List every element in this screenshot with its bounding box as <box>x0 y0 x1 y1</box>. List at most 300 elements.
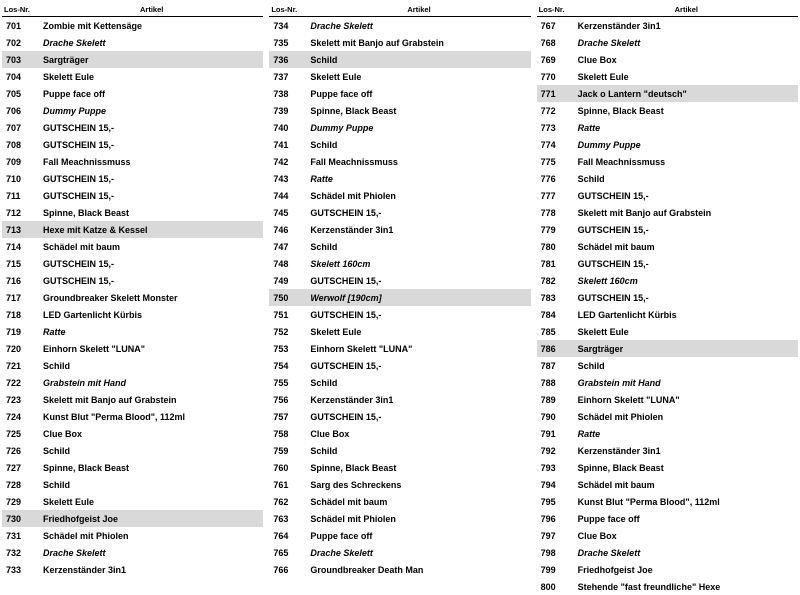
lot-number: 780 <box>537 238 575 255</box>
lot-article: Kerzenständer 3in1 <box>575 17 798 35</box>
lot-article: Spinne, Black Beast <box>575 459 798 476</box>
table-row <box>2 85 263 102</box>
lot-number: 785 <box>537 323 575 340</box>
table-row <box>537 85 798 102</box>
lot-article: GUTSCHEIN 15,- <box>40 187 263 204</box>
column-header-lot-number: Los-Nr. <box>537 4 575 17</box>
table-row <box>2 221 263 238</box>
lot-number: 777 <box>537 187 575 204</box>
lot-number: 729 <box>2 493 40 510</box>
table-row <box>269 391 530 408</box>
lot-number: 726 <box>2 442 40 459</box>
lot-article: Werwolf [190cm] <box>307 289 530 306</box>
lot-table-body-2 <box>269 17 530 595</box>
lot-article: GUTSCHEIN 15,- <box>575 187 798 204</box>
table-row <box>537 68 798 85</box>
lot-number: 800 <box>537 578 575 595</box>
lot-article: Kerzenständer 3in1 <box>307 391 530 408</box>
lot-number: 770 <box>537 68 575 85</box>
table-row <box>2 578 263 595</box>
table-row <box>269 408 530 425</box>
lot-number <box>269 578 307 595</box>
table-row <box>2 102 263 119</box>
table-row <box>537 170 798 187</box>
lot-article: Schild <box>40 476 263 493</box>
table-row <box>2 34 263 51</box>
lot-number: 728 <box>2 476 40 493</box>
table-row <box>537 459 798 476</box>
table-row <box>269 340 530 357</box>
lot-number: 789 <box>537 391 575 408</box>
table-row <box>537 204 798 221</box>
lot-number: 703 <box>2 51 40 68</box>
lot-number: 766 <box>269 561 307 578</box>
table-row <box>537 476 798 493</box>
lot-article: Hexe mit Katze & Kessel <box>40 221 263 238</box>
table-row <box>269 425 530 442</box>
lot-article: Skelett Eule <box>307 68 530 85</box>
lot-number: 704 <box>2 68 40 85</box>
lot-article: Schild <box>575 170 798 187</box>
table-row <box>269 544 530 561</box>
lot-article: GUTSCHEIN 15,- <box>575 289 798 306</box>
lot-article: Schädel mit baum <box>307 493 530 510</box>
lot-article: Schild <box>575 357 798 374</box>
lot-article: LED Gartenlicht Kürbis <box>575 306 798 323</box>
lot-article: Sargträger <box>40 51 263 68</box>
table-row <box>2 527 263 544</box>
table-row <box>537 357 798 374</box>
lot-article: GUTSCHEIN 15,- <box>40 170 263 187</box>
lot-number: 797 <box>537 527 575 544</box>
table-row <box>537 238 798 255</box>
lot-article: Skelett 160cm <box>575 272 798 289</box>
lot-number: 773 <box>537 119 575 136</box>
lot-number: 767 <box>537 17 575 35</box>
table-row <box>2 17 263 35</box>
lot-article: Schädel mit baum <box>40 238 263 255</box>
column-header-article: Artikel <box>307 4 530 17</box>
lot-number: 754 <box>269 357 307 374</box>
table-row <box>269 578 530 595</box>
lot-article: Drache Skelett <box>307 17 530 35</box>
lot-number: 762 <box>269 493 307 510</box>
lot-article: Schild <box>307 136 530 153</box>
lot-number: 721 <box>2 357 40 374</box>
lot-number: 708 <box>2 136 40 153</box>
lot-number: 709 <box>2 153 40 170</box>
table-row <box>269 17 530 35</box>
lot-number: 752 <box>269 323 307 340</box>
lot-table-3 <box>537 4 798 595</box>
lot-article: Schild <box>40 357 263 374</box>
table-row <box>537 527 798 544</box>
lot-number: 779 <box>537 221 575 238</box>
lot-article: Grabstein mit Hand <box>575 374 798 391</box>
lot-article: Skelett Eule <box>40 493 263 510</box>
lot-number: 724 <box>2 408 40 425</box>
lot-article: Ratte <box>40 323 263 340</box>
lot-number: 745 <box>269 204 307 221</box>
lot-article: LED Gartenlicht Kürbis <box>40 306 263 323</box>
lot-article <box>307 578 530 595</box>
lot-article: Kerzenständer 3in1 <box>575 442 798 459</box>
lot-number: 748 <box>269 255 307 272</box>
lot-number: 750 <box>269 289 307 306</box>
lot-article: Ratte <box>575 119 798 136</box>
column-header-lot-number: Los-Nr. <box>2 4 40 17</box>
lot-article: GUTSCHEIN 15,- <box>307 272 530 289</box>
table-row <box>537 153 798 170</box>
table-row <box>2 340 263 357</box>
lot-article: Spinne, Black Beast <box>40 204 263 221</box>
lot-article: Clue Box <box>575 51 798 68</box>
lot-article: Schädel mit Phiolen <box>40 527 263 544</box>
table-row <box>537 374 798 391</box>
lot-article: GUTSCHEIN 15,- <box>307 306 530 323</box>
lot-number: 759 <box>269 442 307 459</box>
table-row <box>269 170 530 187</box>
lot-table-2 <box>269 4 530 595</box>
table-row <box>537 17 798 35</box>
lot-column-1 <box>2 4 263 494</box>
lot-number: 723 <box>2 391 40 408</box>
lot-article: GUTSCHEIN 15,- <box>307 408 530 425</box>
lot-number: 731 <box>2 527 40 544</box>
lot-number: 725 <box>2 425 40 442</box>
lot-article: Dummy Puppe <box>40 102 263 119</box>
table-row <box>269 51 530 68</box>
lot-number: 772 <box>537 102 575 119</box>
lot-article: Schild <box>307 238 530 255</box>
table-row <box>2 187 263 204</box>
lot-article: Schädel mit Phiolen <box>575 408 798 425</box>
table-row <box>269 187 530 204</box>
lot-article: Puppe face off <box>575 510 798 527</box>
lot-number: 718 <box>2 306 40 323</box>
lot-article: Schild <box>40 442 263 459</box>
lot-number: 791 <box>537 425 575 442</box>
table-row <box>2 119 263 136</box>
lot-article: Schädel mit Phiolen <box>307 510 530 527</box>
table-row <box>537 187 798 204</box>
lot-number <box>2 578 40 595</box>
table-header-row <box>269 4 530 17</box>
lot-number: 744 <box>269 187 307 204</box>
table-row <box>2 255 263 272</box>
lot-number: 776 <box>537 170 575 187</box>
table-row <box>537 391 798 408</box>
lot-article: Skelett Eule <box>307 323 530 340</box>
table-row <box>269 561 530 578</box>
table-row <box>2 136 263 153</box>
lot-number: 760 <box>269 459 307 476</box>
lot-table-body-3 <box>537 17 798 595</box>
table-row <box>2 510 263 527</box>
table-header-row <box>537 4 798 17</box>
lot-number: 793 <box>537 459 575 476</box>
lot-article: GUTSCHEIN 15,- <box>307 357 530 374</box>
table-row <box>537 255 798 272</box>
lot-article: GUTSCHEIN 15,- <box>575 255 798 272</box>
lot-article: Schädel mit baum <box>575 238 798 255</box>
lot-number: 771 <box>537 85 575 102</box>
table-row <box>269 153 530 170</box>
lot-article: Clue Box <box>40 425 263 442</box>
lot-number: 765 <box>269 544 307 561</box>
lot-article: Dummy Puppe <box>307 119 530 136</box>
lot-article: Puppe face off <box>40 85 263 102</box>
lot-number: 714 <box>2 238 40 255</box>
lot-number: 711 <box>2 187 40 204</box>
lot-number: 735 <box>269 34 307 51</box>
lot-number: 761 <box>269 476 307 493</box>
lot-number: 753 <box>269 340 307 357</box>
lot-article: Schild <box>307 51 530 68</box>
lot-article: Spinne, Black Beast <box>575 102 798 119</box>
table-row <box>537 578 798 595</box>
lot-article: Zombie mit Kettensäge <box>40 17 263 35</box>
table-row <box>537 323 798 340</box>
lot-table-1 <box>2 4 263 595</box>
lot-article: Ratte <box>307 170 530 187</box>
table-row <box>269 136 530 153</box>
lot-number: 774 <box>537 136 575 153</box>
lot-article: Clue Box <box>307 425 530 442</box>
table-row <box>537 34 798 51</box>
lot-number: 778 <box>537 204 575 221</box>
lot-article: GUTSCHEIN 15,- <box>40 136 263 153</box>
table-row <box>2 544 263 561</box>
lot-number: 796 <box>537 510 575 527</box>
lot-table-body-1 <box>2 17 263 595</box>
lot-article: Skelett 160cm <box>307 255 530 272</box>
lot-number: 783 <box>537 289 575 306</box>
lot-number: 751 <box>269 306 307 323</box>
lot-number: 710 <box>2 170 40 187</box>
table-row <box>269 357 530 374</box>
lot-article: Fall Meachnissmuss <box>575 153 798 170</box>
lot-article: Schädel mit Phiolen <box>307 187 530 204</box>
lot-article: Groundbreaker Death Man <box>307 561 530 578</box>
lot-number: 790 <box>537 408 575 425</box>
lot-article: Fall Meachnissmuss <box>307 153 530 170</box>
lot-number: 798 <box>537 544 575 561</box>
lot-article: Dummy Puppe <box>575 136 798 153</box>
lot-article: Skelett mit Banjo auf Grabstein <box>307 34 530 51</box>
lot-number: 743 <box>269 170 307 187</box>
lot-number: 734 <box>269 17 307 35</box>
table-row <box>537 425 798 442</box>
lot-number: 715 <box>2 255 40 272</box>
lot-number: 719 <box>2 323 40 340</box>
lot-article: Kunst Blut "Perma Blood", 112ml <box>40 408 263 425</box>
lot-article: Puppe face off <box>307 527 530 544</box>
lot-article: Drache Skelett <box>575 34 798 51</box>
lot-number: 738 <box>269 85 307 102</box>
lot-number: 787 <box>537 357 575 374</box>
lot-article: Clue Box <box>575 527 798 544</box>
lot-number: 758 <box>269 425 307 442</box>
table-row <box>2 323 263 340</box>
lot-article: Sarg des Schreckens <box>307 476 530 493</box>
lot-number: 782 <box>537 272 575 289</box>
table-row <box>2 51 263 68</box>
lot-article: Einhorn Skelett "LUNA" <box>307 340 530 357</box>
lot-number: 730 <box>2 510 40 527</box>
table-row <box>2 374 263 391</box>
lot-number: 733 <box>2 561 40 578</box>
table-row <box>269 306 530 323</box>
lot-article: Kerzenständer 3in1 <box>307 221 530 238</box>
lot-article: Groundbreaker Skelett Monster <box>40 289 263 306</box>
lot-number: 775 <box>537 153 575 170</box>
lot-number: 740 <box>269 119 307 136</box>
lot-article: Friedhofgeist Joe <box>575 561 798 578</box>
lot-article: Skelett Eule <box>575 68 798 85</box>
lot-number: 749 <box>269 272 307 289</box>
table-row <box>2 153 263 170</box>
lot-article: Sargträger <box>575 340 798 357</box>
lot-article: Einhorn Skelett "LUNA" <box>40 340 263 357</box>
table-row <box>2 238 263 255</box>
lot-article: Spinne, Black Beast <box>307 102 530 119</box>
table-row <box>269 102 530 119</box>
lot-number: 792 <box>537 442 575 459</box>
table-row <box>269 119 530 136</box>
table-row <box>2 272 263 289</box>
table-row <box>269 510 530 527</box>
table-row <box>537 51 798 68</box>
lot-number: 712 <box>2 204 40 221</box>
lot-article: Skelett mit Banjo auf Grabstein <box>40 391 263 408</box>
lot-article: Kerzenständer 3in1 <box>40 561 263 578</box>
lot-article: Puppe face off <box>307 85 530 102</box>
table-row <box>537 272 798 289</box>
lot-article: Spinne, Black Beast <box>40 459 263 476</box>
table-row <box>537 442 798 459</box>
table-row <box>269 68 530 85</box>
lot-article: GUTSCHEIN 15,- <box>40 272 263 289</box>
table-row <box>269 527 530 544</box>
lot-number: 727 <box>2 459 40 476</box>
column-header-lot-number: Los-Nr. <box>269 4 307 17</box>
table-row <box>2 68 263 85</box>
lot-article: Drache Skelett <box>575 544 798 561</box>
lot-article: Schild <box>307 442 530 459</box>
lot-number: 799 <box>537 561 575 578</box>
lot-number: 757 <box>269 408 307 425</box>
table-row <box>537 510 798 527</box>
table-row <box>2 306 263 323</box>
table-row <box>2 459 263 476</box>
lot-number: 763 <box>269 510 307 527</box>
column-header-article: Artikel <box>575 4 798 17</box>
table-row <box>269 204 530 221</box>
lot-number: 717 <box>2 289 40 306</box>
lot-article: Stehende "fast freundliche" Hexe <box>575 578 798 595</box>
lot-number: 732 <box>2 544 40 561</box>
lot-article: Einhorn Skelett "LUNA" <box>575 391 798 408</box>
lot-number: 788 <box>537 374 575 391</box>
table-row <box>537 119 798 136</box>
lot-number: 764 <box>269 527 307 544</box>
table-row <box>269 442 530 459</box>
lot-number: 702 <box>2 34 40 51</box>
lot-article: Schild <box>307 374 530 391</box>
lot-number: 742 <box>269 153 307 170</box>
lot-article: GUTSCHEIN 15,- <box>575 221 798 238</box>
lot-number: 737 <box>269 68 307 85</box>
table-row <box>2 170 263 187</box>
lot-number: 781 <box>537 255 575 272</box>
table-row <box>2 357 263 374</box>
lot-number: 747 <box>269 238 307 255</box>
lot-article: Fall Meachnissmuss <box>40 153 263 170</box>
lot-article: Drache Skelett <box>40 544 263 561</box>
table-row <box>269 272 530 289</box>
table-row <box>537 306 798 323</box>
lot-article: GUTSCHEIN 15,- <box>40 119 263 136</box>
lot-column-2 <box>269 4 530 494</box>
table-row <box>537 561 798 578</box>
lot-article: Schädel mit baum <box>575 476 798 493</box>
lot-number: 768 <box>537 34 575 51</box>
table-row <box>2 408 263 425</box>
lot-number: 784 <box>537 306 575 323</box>
lot-column-3 <box>537 4 798 494</box>
lot-number: 706 <box>2 102 40 119</box>
table-row <box>269 34 530 51</box>
lot-article: Kunst Blut "Perma Blood", 112ml <box>575 493 798 510</box>
lot-article: Skelett mit Banjo auf Grabstein <box>575 204 798 221</box>
table-row <box>537 221 798 238</box>
table-row <box>537 102 798 119</box>
lot-number: 707 <box>2 119 40 136</box>
lot-number: 746 <box>269 221 307 238</box>
lot-article: Friedhofgeist Joe <box>40 510 263 527</box>
lot-number: 756 <box>269 391 307 408</box>
table-row <box>2 442 263 459</box>
table-header-row <box>2 4 263 17</box>
lot-number: 716 <box>2 272 40 289</box>
column-header-article: Artikel <box>40 4 263 17</box>
lot-number: 739 <box>269 102 307 119</box>
table-row <box>2 425 263 442</box>
lot-article: GUTSCHEIN 15,- <box>40 255 263 272</box>
table-row <box>269 255 530 272</box>
lot-article: Grabstein mit Hand <box>40 374 263 391</box>
lot-article: Skelett Eule <box>575 323 798 340</box>
table-row <box>537 289 798 306</box>
table-row <box>537 544 798 561</box>
table-row <box>2 476 263 493</box>
lot-number: 769 <box>537 51 575 68</box>
table-row <box>269 238 530 255</box>
lot-number: 722 <box>2 374 40 391</box>
table-row <box>269 459 530 476</box>
table-row <box>2 561 263 578</box>
table-row <box>2 391 263 408</box>
lot-number: 786 <box>537 340 575 357</box>
table-row <box>269 323 530 340</box>
table-row <box>2 289 263 306</box>
lot-article: Drache Skelett <box>307 544 530 561</box>
lot-article <box>40 578 263 595</box>
lot-article: GUTSCHEIN 15,- <box>307 204 530 221</box>
lot-number: 795 <box>537 493 575 510</box>
lot-article: Jack o Lantern "deutsch" <box>575 85 798 102</box>
